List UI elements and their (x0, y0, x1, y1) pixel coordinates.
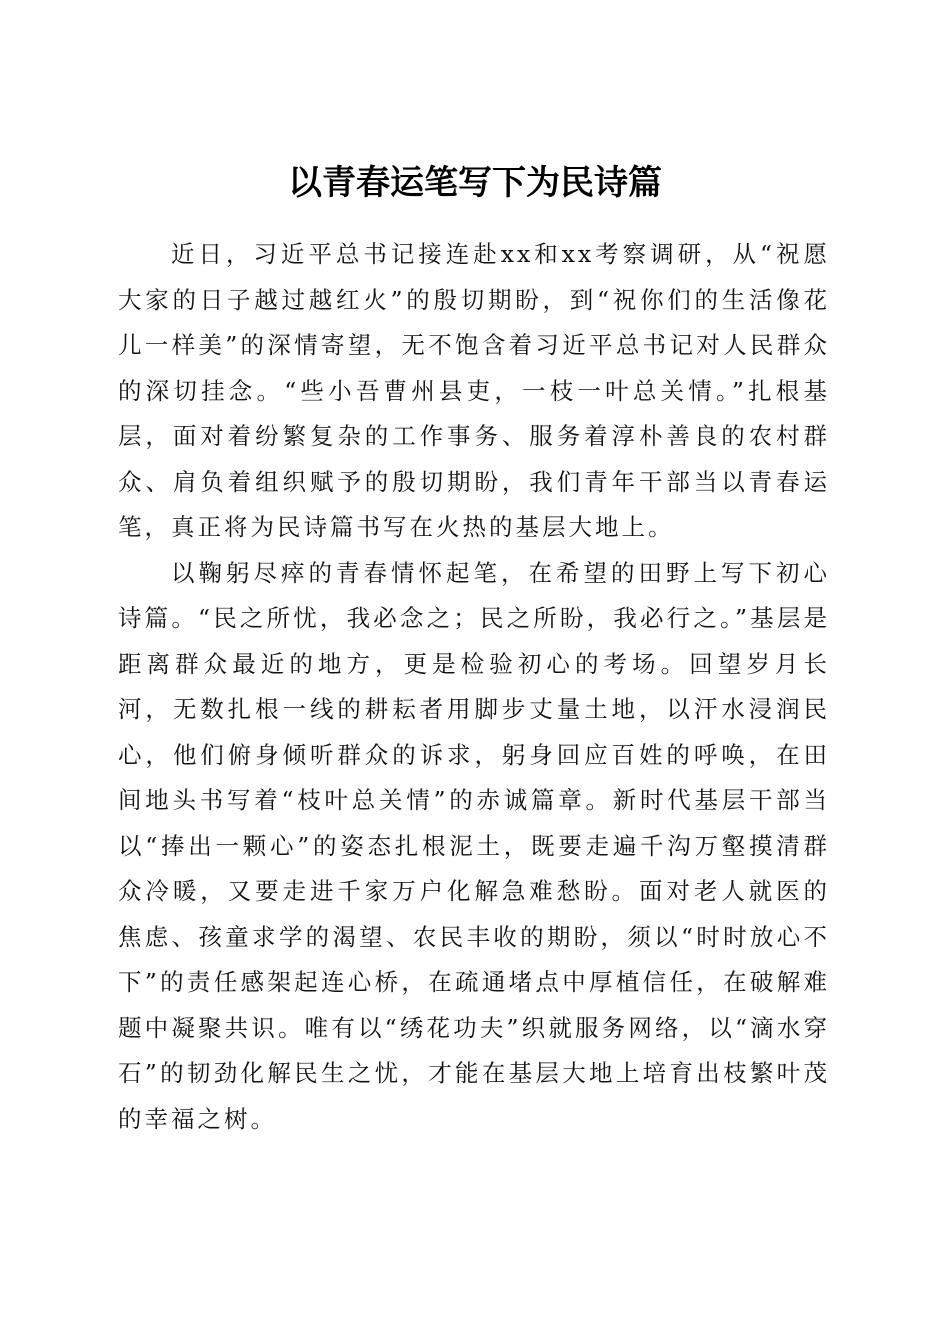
paragraph-2: 以鞠躬尽瘁的青春情怀起笔，在希望的田野上写下初心诗篇。“民之所忧，我必念之；民之所盼，我必行之。”基层是距离群众最近的地方，更是检验初心的考场。回望岁月长河，无数扎根一线的耕耘者用脚步丈量土地，以汗水浸润民心，他们俯身倾听群众的诉求，躬身回应百姓的呼唤，在田间地头书写着“枝叶总关情”的赤诚篇章。新时代基层干部当以“捧出一颗心”的姿态扎根泥土，既要走遍千沟万壑摸清群众冷暖，又要走进千家万户化解急难愁盼。面对老人就医的焦虑、孩童求学的渴望、农民丰收的期盼，须以“时时放心不下”的责任感架起连心桥，在疏通堵点中厚植信任，在破解难题中凝聚共识。唯有以“绣花功夫”织就服务网络，以“滴水穿石”的韧劲化解民生之忧，才能在基层大地上培育出枝繁叶茂的幸福之树。 (118, 558, 830, 1133)
paragraph-1: 近日，习近平总书记接连赴xx和xx考察调研，从“祝愿大家的日子越过越红火”的殷切期盼，到“祝你们的生活像花儿一样美”的深情寄望，无不饱含着习近平总书记对人民群众的深切挂念。“些小吾曹州县吏，一枝一叶总关情。”扎根基层，面对着纷繁复杂的工作事务、服务着淳朴善良的农村群众、肩负着组织赋予的殷切期盼，我们青年干部当以青春运笔，真正将为民诗篇书写在火热的基层大地上。 (118, 240, 830, 541)
document-title: 以青春运笔写下为民诗篇 (288, 162, 662, 203)
document-body (118, 232, 830, 1142)
